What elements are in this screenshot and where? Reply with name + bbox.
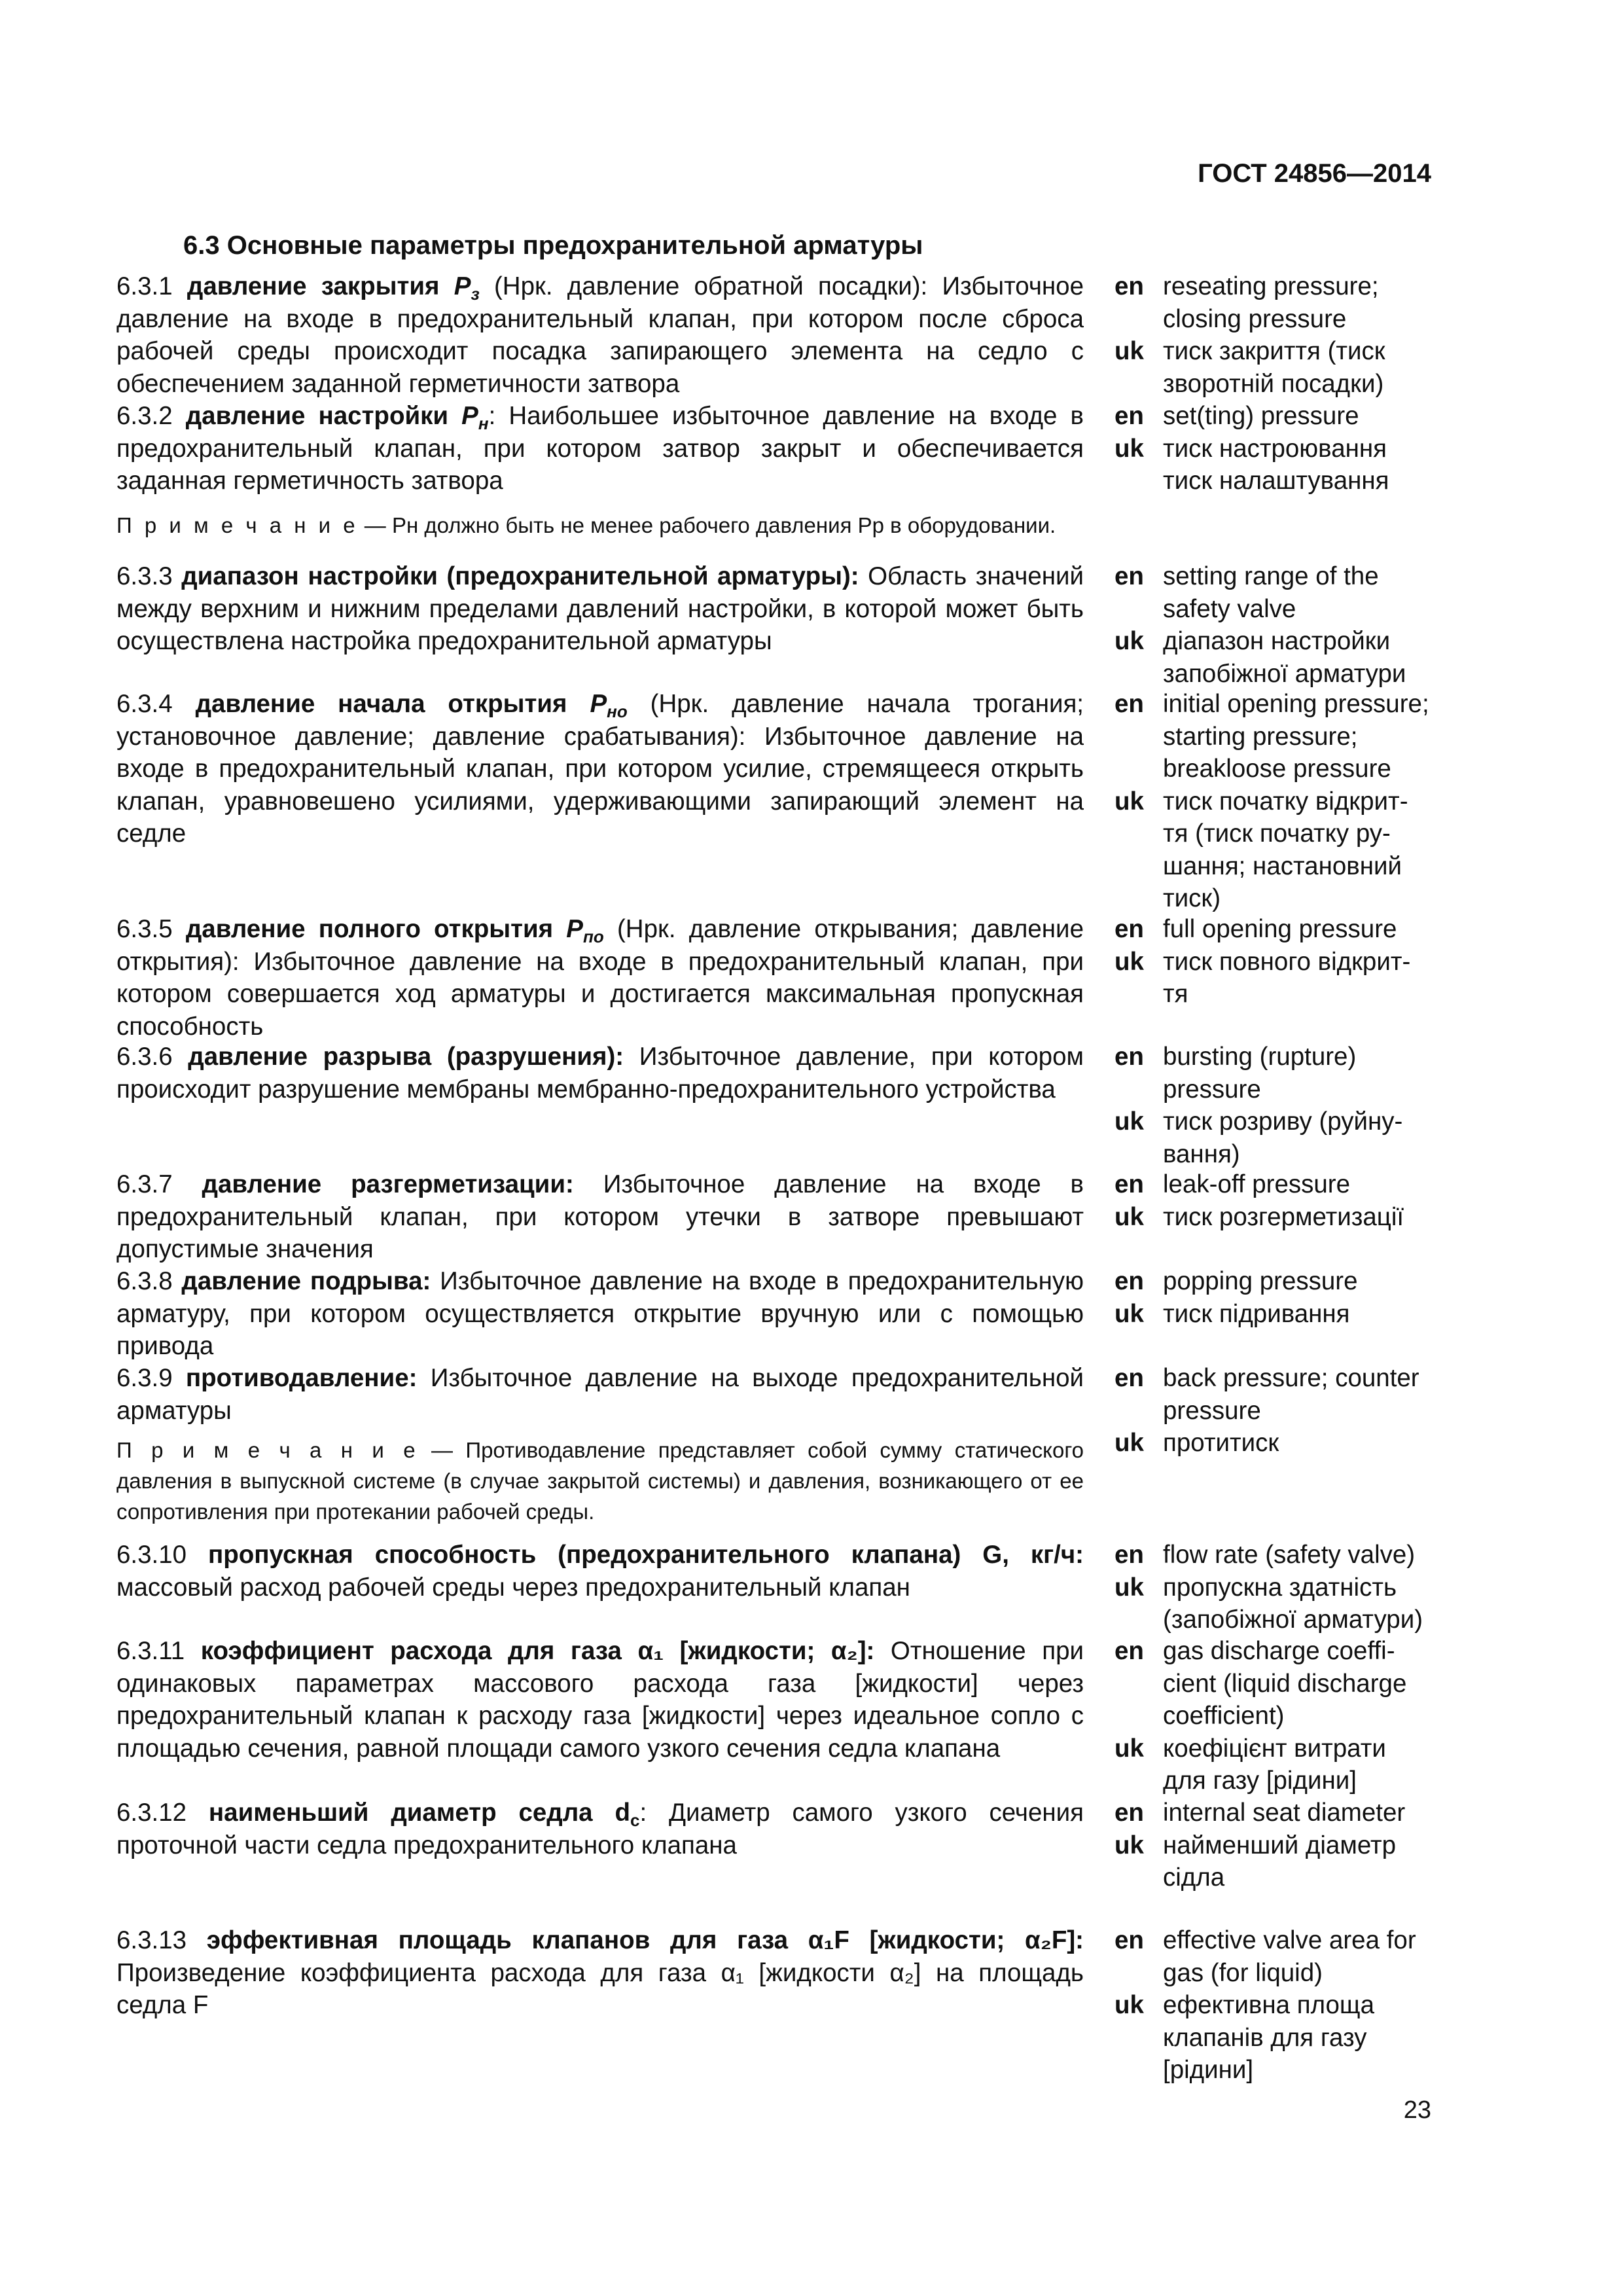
term-number: 6.3.11 <box>116 1637 185 1665</box>
translation-uk: найменший діаметр сідла <box>1163 1831 1396 1892</box>
translations-6-3-1 <box>1115 270 1455 400</box>
term-name: противодавление: <box>185 1364 418 1392</box>
term-definition: массовый расход рабочей среды через предохранительный клапан <box>116 1573 910 1602</box>
translations-6-3-13 <box>1115 1924 1455 2087</box>
term-number: 6.3.13 <box>116 1926 187 1954</box>
term-definition: Область значений между верхним и нижним пределами давлений настройки, в которой может быть осуществлена настройка предохранительной арматуры <box>116 562 1084 655</box>
translation-uk: коефіцієнт витрати для газу [рідини] <box>1163 1734 1386 1795</box>
term-number: 6.3.1 <box>116 272 173 300</box>
translation-uk: діапазон настройки запобіжної арматури <box>1163 627 1406 688</box>
translations-6-3-11 <box>1115 1635 1455 1797</box>
term-number: 6.3.3 <box>116 562 173 590</box>
definition-6-3-13 <box>116 1924 1084 2022</box>
translations-6-3-7 <box>1115 1168 1455 1233</box>
term-unit: кг/ч: <box>1030 1541 1084 1569</box>
term-name: эффективная площадь клапанов для газа α₁F [жидкости; α₂F]: <box>206 1926 1084 1954</box>
note-text: — Pн должно быть не менее рабочего давления Pр в оборудовании. <box>358 513 1056 537</box>
translation-uk: тиск настроювання тиск налаштування <box>1163 434 1389 495</box>
term-name: давление разрыва (разрушения): <box>188 1043 624 1071</box>
lang-code-en: en <box>1115 1267 1144 1295</box>
translation-en: full opening pressure <box>1163 915 1397 943</box>
term-number: 6.3.5 <box>116 915 173 943</box>
lang-code-en: en <box>1115 1170 1144 1198</box>
lang-code-uk: uk <box>1115 1299 1144 1328</box>
term-name: давление разгерметизации: <box>202 1170 574 1198</box>
lang-code-uk: uk <box>1115 627 1144 655</box>
lang-code-en: en <box>1115 690 1144 718</box>
lang-code-en: en <box>1115 1364 1144 1392</box>
term-name: давление закрытия <box>187 272 440 300</box>
translations-6-3-4 <box>1115 688 1455 915</box>
term-definition: : Диаметр самого узкого сечения проточной части седла предохранительного клапана <box>116 1799 1084 1859</box>
term-number: 6.3.6 <box>116 1043 173 1071</box>
definition-6-3-5 <box>116 913 1084 1043</box>
translation-uk: протитиск <box>1163 1429 1279 1457</box>
lang-code-en: en <box>1115 1799 1144 1827</box>
lang-code-uk: uk <box>1115 1202 1144 1231</box>
definition-6-3-1 <box>116 270 1084 400</box>
definition-6-3-8 <box>116 1265 1084 1363</box>
translation-en: reseating pressure; closing pressure <box>1163 272 1379 333</box>
definition-6-3-2 <box>116 400 1084 497</box>
translation-uk: тиск закриття (тиск зворотній посадки) <box>1163 337 1385 398</box>
lang-code-en: en <box>1115 272 1144 300</box>
translation-en: back pressure; counter pressure <box>1163 1364 1419 1425</box>
term-number: 6.3.9 <box>116 1364 173 1392</box>
note-1 <box>116 510 1084 541</box>
term-name: давление начала открытия <box>195 690 567 718</box>
translations-6-3-9 <box>1115 1362 1455 1460</box>
lang-code-uk: uk <box>1115 337 1144 365</box>
term-definition: Избыточное давление, при котором происходит разрушение мембраны мембранно-предохранительного устройства <box>116 1043 1084 1103</box>
term-symbol: $P_н$ <box>461 402 489 433</box>
translations-6-3-12 <box>1115 1797 1455 1894</box>
translations-6-3-3 <box>1115 560 1455 690</box>
lang-code-uk: uk <box>1115 1107 1144 1136</box>
term-symbol-subscript: с <box>630 1810 640 1830</box>
term-number: 6.3.4 <box>116 690 173 718</box>
lang-code-en: en <box>1115 1043 1144 1071</box>
page-number: 23 <box>1403 2096 1431 2124</box>
definition-6-3-6 <box>116 1041 1084 1105</box>
lang-code-uk: uk <box>1115 1734 1144 1763</box>
lang-code-en: en <box>1115 1926 1144 1954</box>
translation-en: initial opening pressure; starting pressure; breakloose pressure <box>1163 690 1429 783</box>
lang-code-en: en <box>1115 402 1144 430</box>
term-number: 6.3.7 <box>116 1170 173 1198</box>
term-definition: Избыточное давление на выходе предохранительной арматуры <box>116 1364 1084 1425</box>
lang-code-uk: uk <box>1115 1429 1144 1457</box>
term-name: диапазон настройки (предохранительной арматуры): <box>181 562 859 590</box>
translation-uk: тиск початку відкрит- тя (тиск початку ру- шання; настановний тиск) <box>1163 787 1408 912</box>
lang-code-uk: uk <box>1115 434 1144 463</box>
translation-en: set(ting) pressure <box>1163 402 1359 430</box>
section-title: 6.3 Основные параметры предохранительной арматуры <box>183 231 923 260</box>
translations-6-3-10 <box>1115 1539 1455 1636</box>
translation-uk: пропускна здатність (запобіжної арматури) <box>1163 1573 1423 1634</box>
term-name: наименьший диаметр седла d <box>208 1799 630 1827</box>
term-number: 6.3.8 <box>116 1267 173 1295</box>
translations-6-3-6 <box>1115 1041 1455 1170</box>
translation-en: bursting (rupture) pressure <box>1163 1043 1357 1103</box>
lang-code-uk: uk <box>1115 1831 1144 1859</box>
translation-en: leak-off pressure <box>1163 1170 1351 1198</box>
note-2 <box>116 1435 1084 1527</box>
term-definition: (Нрк. давление обратной посадки): Избыточное давление на входе в предохранительный клапан, при котором после сброса рабочей среды происходит посадка запирающего элемента на седло с обеспечением заданной герметичности затвора <box>116 272 1084 398</box>
translations-6-3-5 <box>1115 913 1455 1011</box>
term-number: 6.3.10 <box>116 1541 187 1569</box>
translations-6-3-2 <box>1115 400 1455 497</box>
translation-en: popping pressure <box>1163 1267 1358 1295</box>
term-symbol: $P_{по}$ <box>566 915 604 946</box>
lang-code-en: en <box>1115 1541 1144 1569</box>
note-label: П р и м е ч а н и е <box>116 1438 419 1462</box>
translation-en: setting range of the safety valve <box>1163 562 1379 623</box>
definition-6-3-12 <box>116 1797 1084 1861</box>
lang-code-uk: uk <box>1115 787 1144 816</box>
term-definition: (Нрк. давление начала трогания; установочное давление; давление срабатывания): Избыточное давление на входе в предохранительный клапан, при котором усилие, стремящееся открыть клапан, уравновешено усилиями, удерживающими запирающий элемент на седле <box>116 690 1084 848</box>
definition-6-3-9 <box>116 1362 1084 1427</box>
term-number: 6.3.12 <box>116 1799 187 1827</box>
term-symbol: $P_{но}$ <box>590 690 628 721</box>
note-label: П р и м е ч а н и е <box>116 513 359 537</box>
term-name: давление полного открытия <box>185 915 554 943</box>
term-definition: (Нрк. давление открывания; давление открытия): Избыточное давление на входе в предохранительный клапан, при котором совершается ход арматуры и достигается максимальная пропускная способность <box>116 915 1084 1041</box>
lang-code-uk: uk <box>1115 1573 1144 1602</box>
note-text: — Противодавление представляет собой сумму статического давления в выпускной системе (в случае закрытой системы) и давления, возникающего от ее сопротивления при протекании рабочей среды. <box>116 1438 1084 1524</box>
lang-code-en: en <box>1115 915 1144 943</box>
translation-en: flow rate (safety valve) <box>1163 1541 1416 1569</box>
translation-en: gas discharge coeffi- cient (liquid discharge coefficient) <box>1163 1637 1407 1730</box>
term-symbol: $P_з$ <box>454 272 480 304</box>
lang-code-en: en <box>1115 562 1144 590</box>
term-definition: Отношение при одинаковых параметрах массового расхода газа [жидкости] через предохранительный клапан к расходу газа [жидкости] через идеальное сопло с площадью сечения, равной площади самого узкого сечения седла клапана <box>116 1637 1084 1763</box>
term-name: коэффициент расхода для газа α₁ [жидкости; α₂]: <box>200 1637 875 1665</box>
term-definition: Избыточное давление на входе в предохранительную арматуру, при котором осуществляется открытие вручную или с помощью привода <box>116 1267 1084 1360</box>
definition-6-3-7 <box>116 1168 1084 1266</box>
term-name: давление настройки <box>185 402 449 430</box>
term-name: давление подрыва: <box>181 1267 431 1295</box>
translation-uk: ефективна площа клапанів для газу [рідини] <box>1163 1991 1374 2084</box>
translation-uk: тиск розриву (руйну- вання) <box>1163 1107 1403 1168</box>
translation-en: internal seat diameter <box>1163 1799 1406 1827</box>
term-definition: Произведение коэффициента расхода для газа α₁ [жидкости α₂] на площадь седла F <box>116 1958 1084 2019</box>
translations-6-3-8 <box>1115 1265 1455 1330</box>
translation-uk: тиск розгерметизації <box>1163 1202 1404 1231</box>
term-definition: : Наибольшее избыточное давление на входе в предохранительный клапан, при котором затвор закрыт и обеспечивается заданная герметичность затвора <box>116 402 1084 495</box>
definition-6-3-11 <box>116 1635 1084 1765</box>
document-standard-code: ГОСТ 24856—2014 <box>1198 159 1431 188</box>
lang-code-uk: uk <box>1115 947 1144 976</box>
lang-code-en: en <box>1115 1637 1144 1665</box>
definition-6-3-10 <box>116 1539 1084 1604</box>
definition-6-3-4 <box>116 688 1084 850</box>
term-name: пропускная способность (предохранительного клапана) G, <box>207 1541 1009 1569</box>
term-number: 6.3.2 <box>116 402 173 430</box>
translation-uk: тиск повного відкрит- тя <box>1163 947 1411 1008</box>
definition-6-3-3 <box>116 560 1084 658</box>
lang-code-uk: uk <box>1115 1991 1144 2019</box>
term-definition: Избыточное давление на входе в предохранительный клапан, при котором утечки в затворе превышают допустимые значения <box>116 1170 1084 1263</box>
translation-en: effective valve area for gas (for liquid) <box>1163 1926 1416 1987</box>
translation-uk: тиск підривання <box>1163 1299 1350 1328</box>
